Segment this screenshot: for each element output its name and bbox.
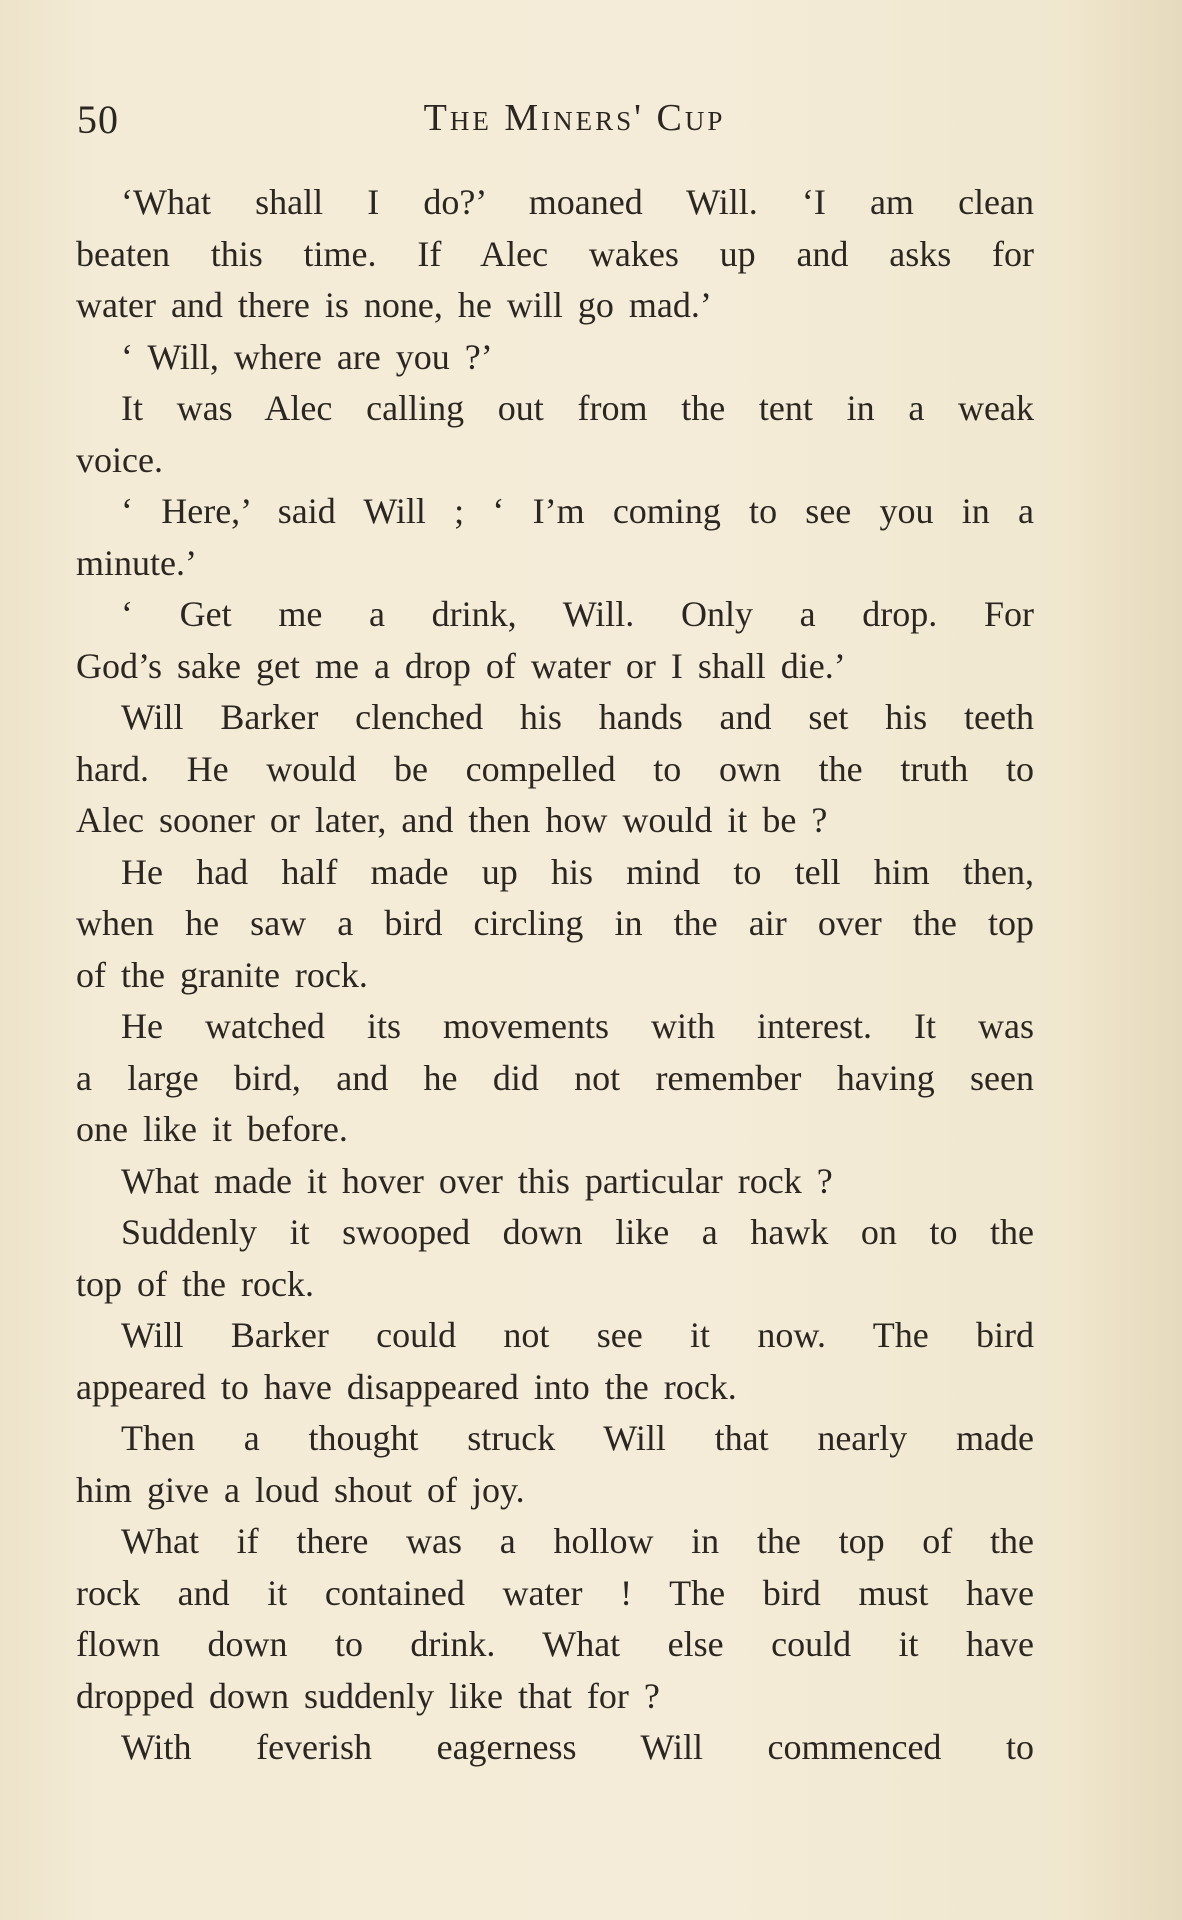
text-line: He watched its movements with interest. It was — [121, 1006, 1034, 1046]
text-line: Alec sooner or later, and then how would it be ? — [76, 800, 828, 840]
text-line: of the granite rock. — [76, 954, 368, 995]
text-line: ‘What shall I do?’ moaned Will. ‘I am clean — [121, 182, 1034, 222]
page-number: 50 — [77, 97, 119, 142]
text-line: dropped down suddenly like that for ? — [76, 1675, 660, 1716]
text-line: a large bird, and he did not remember having seen — [76, 1057, 1034, 1098]
text-line: minute.’ — [76, 542, 197, 583]
text-line: With feverish eagerness Will commenced to — [121, 1727, 1034, 1767]
text-line: top of the rock. — [76, 1263, 314, 1304]
text-line: voice. — [76, 439, 163, 480]
text-line: ‘ Get me a drink, Will. Only a drop. For — [121, 594, 1034, 634]
text-line: Then a thought struck Will that nearly made — [121, 1418, 1034, 1458]
text-line: water and there is none, he will go mad.’ — [76, 285, 712, 325]
text-line: when he saw a bird circling in the air over the top — [76, 903, 1034, 943]
text-line: It was Alec calling out from the tent in a weak — [121, 388, 1034, 428]
body-text — [76, 177, 1034, 1774]
text-line: appeared to have disappeared into the rock. — [76, 1366, 737, 1407]
text-line: him give a loud shout of joy. — [76, 1469, 525, 1510]
text-line: flown down to drink. What else could it have — [76, 1624, 1034, 1664]
text-line: beaten this time. If Alec wakes up and asks for — [76, 233, 1034, 274]
text-line: God’s sake get me a drop of water or I shall die.’ — [76, 645, 846, 686]
text-line: rock and it contained water ! The bird must have — [76, 1572, 1034, 1613]
page-header — [77, 96, 1032, 156]
text-line: hard. He would be compelled to own the truth to — [76, 748, 1034, 789]
text-line: Will Barker clenched his hands and set his teeth — [121, 697, 1034, 737]
text-line: Suddenly it swooped down like a hawk on to the — [121, 1212, 1034, 1252]
running-title: The Miners' Cup — [423, 97, 726, 139]
text-line: ‘ Here,’ said Will ; ‘ I’m coming to see you in a — [121, 491, 1034, 531]
text-line: What if there was a hollow in the top of the — [121, 1521, 1034, 1561]
text-line: one like it before. — [76, 1109, 348, 1149]
text-line: ‘ Will, where are you ?’ — [121, 336, 493, 377]
text-line: What made it hover over this particular rock ? — [121, 1160, 833, 1201]
text-line: He had half made up his mind to tell him then, — [121, 851, 1034, 892]
text-line: Will Barker could not see it now. The bird — [121, 1315, 1034, 1355]
